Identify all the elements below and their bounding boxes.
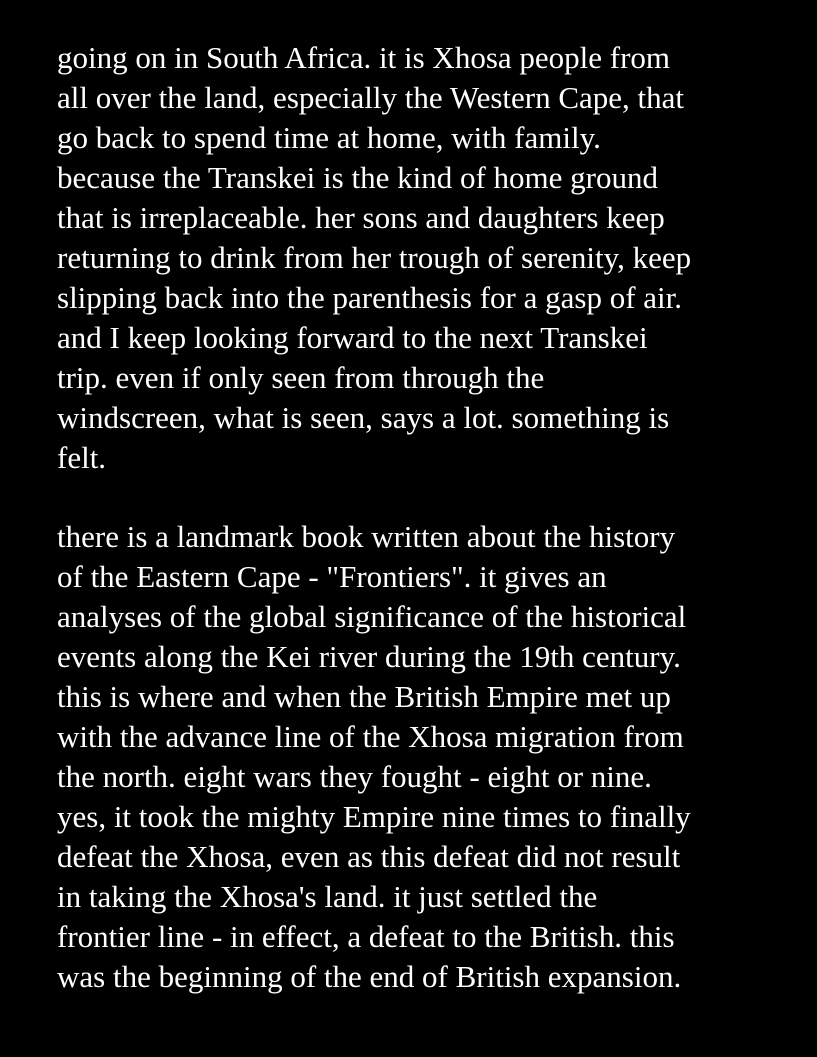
text-line: yes, it took the mighty Empire nine times to finally (57, 799, 691, 834)
paragraph-frontiers-history (57, 517, 797, 997)
text-line: and I keep looking forward to the next Transkei (57, 320, 648, 355)
text-line: go back to spend time at home, with family. (57, 120, 601, 155)
text-line: windscreen, what is seen, says a lot. something is (57, 400, 670, 435)
paragraph-transkei-journey (57, 38, 797, 478)
text-line: returning to drink from her trough of serenity, keep (57, 240, 692, 275)
text-line: because the Transkei is the kind of home ground (57, 160, 658, 195)
text-line: analyses of the global significance of the historical (57, 599, 687, 634)
text-line: the north. eight wars they fought - eight or nine. (57, 759, 652, 794)
text-line: with the advance line of the Xhosa migration from (57, 719, 684, 754)
text-line: that is irreplaceable. her sons and daughters keep (57, 200, 665, 235)
text-line: events along the Kei river during the 19th century. (57, 639, 681, 674)
text-line: this is where and when the British Empire met up (57, 679, 671, 714)
text-line: felt. (57, 440, 107, 475)
text-line: there is a landmark book written about the history (57, 519, 676, 554)
text-line: going on in South Africa. it is Xhosa people from (57, 40, 671, 75)
text-line: of the Eastern Cape - "Frontiers". it gives an (57, 559, 607, 594)
text-line: all over the land, especially the Western Cape, that (57, 80, 685, 115)
text-line: slipping back into the parenthesis for a gasp of air. (57, 280, 683, 315)
text-line: defeat the Xhosa, even as this defeat did not result (57, 839, 681, 874)
text-line: trip. even if only seen from through the (57, 360, 545, 395)
text-line: was the beginning of the end of British expansion. (57, 959, 682, 994)
text-line: frontier line - in effect, a defeat to the British. this (57, 919, 675, 954)
text-line: in taking the Xhosa's land. it just settled the (57, 879, 598, 914)
